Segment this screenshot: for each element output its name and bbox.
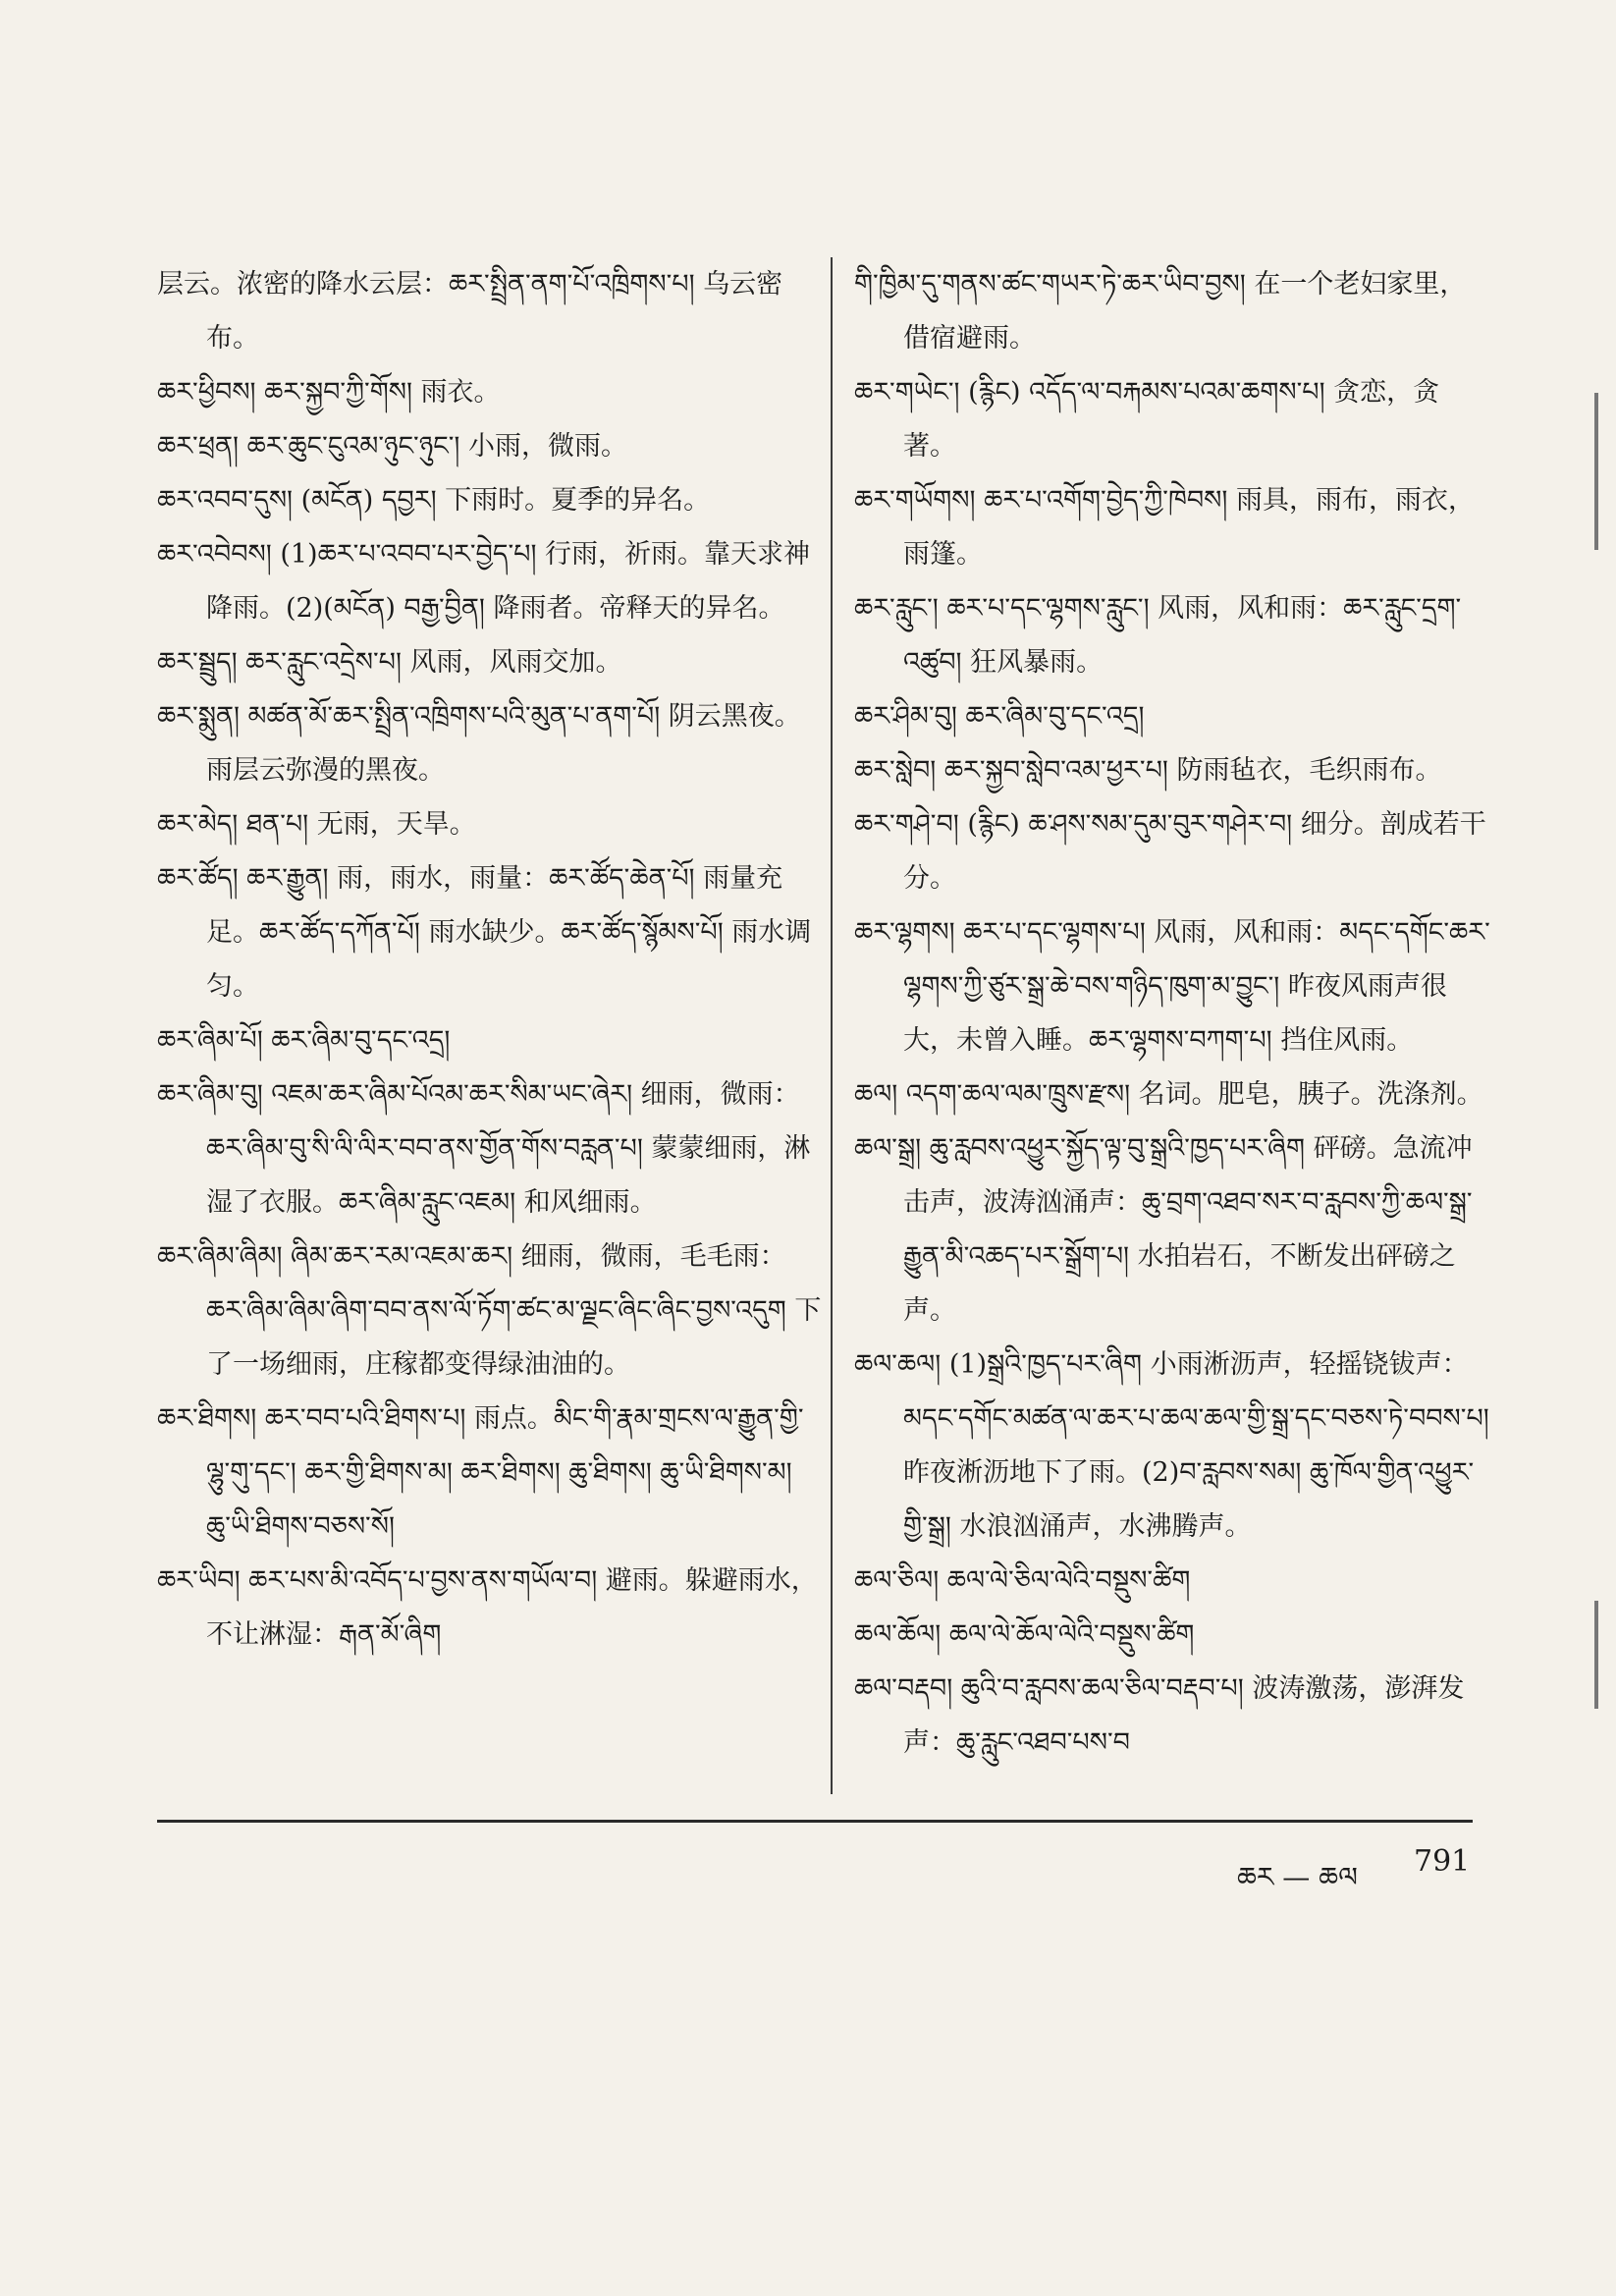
entry: ཆར་ཐིགས། ཆར་བབ་པའི་ཐིགས་པ། 雨点。མིང་གི་རྣམ་གྲངས་ལ་རྒྱུན་གྱི་ལྷུ་གུ་དང་། ཆར་གྱི་ཐིགས་མ། ཆར་ཐིགས། ཆུ་ཐིགས། ཆུ་ཡི་ཐིགས་མ། ཆུ་ཡི་ཐིགས་བཅས་སོ། <box>157 1403 804 1542</box>
entry: ཆར་ཞིམ་པོ། ཆར་ཞིམ་བུ་དང་འདྲ། <box>157 1025 451 1056</box>
scan-edge-mark <box>1594 1601 1598 1709</box>
entry: ཆར་གཡེང་། (རྙིང) འདོད་ལ་བརྐམས་པའམ་ཆགས་པ། 贪恋，贪著。 <box>854 377 1440 462</box>
entry: ཆར་ཕྲན། ཆར་ཆུང་ངུའམ་ཉུང་ཉུང་། 小雨，微雨。 <box>157 431 627 462</box>
entry: ཆར་ཕྱིབས། ཆར་སྐྱབ་ཀྱི་གོས། 雨衣。 <box>157 377 501 408</box>
entry: ཆར་འབབ་དུས། (མངོན) དབྱར། 下雨时。夏季的异名。 <box>157 485 711 516</box>
entry: ཆར་ལྷགས། ཆར་པ་དང་ལྷགས་པ། 风雨，风和雨：མདང་དགོང་ཆར་ལྷགས་ཀྱི་ཙུར་སྒྲ་ཆེ་བས་གཉིད་ཁུག་མ་བྱུང་། 昨夜风雨声很大，未曾入睡。ཆར་ལྷགས་བཀག་པ། 挡住风雨。 <box>854 917 1490 1056</box>
entry: 层云。浓密的降水云层：ཆར་སྤྲིན་ནག་པོ་འཁྲིགས་པ། 乌云密布。 <box>157 269 783 354</box>
column-divider <box>831 257 833 1794</box>
entry: ཆར་ཞིམ་བུ། འཇམ་ཆར་ཞིམ་པོའམ་ཆར་སིམ་ཡང་ཞེར། 细雨，微雨：ཆར་ཞིམ་བུ་སི་ལི་ལིར་བབ་ནས་གྱོན་གོས་བརླན་པ། 蒙蒙细雨，淋湿了衣服。ཆར་ཞིམ་རླུང་འཇམ། 和风细雨。 <box>157 1079 811 1218</box>
page-number: 791 <box>1414 1844 1471 1879</box>
entry: ཆར་མེད། ཐན་པ། 无雨，天旱。 <box>157 809 476 840</box>
entry: ཆར་ཤིམ་བུ། ཆར་ཞིམ་བུ་དང་འདྲ། <box>854 701 1145 732</box>
entry: ཆལ་སྒྲ། ཆུ་རླབས་འཕྱུར་སྐྱོད་ལྟ་བུ་སྒྲའི་ཁྱད་པར་ཞིག 砰磅。急流冲击声，波涛汹涌声：ཆུ་བྲག་འཐབ་སར་བ་རླབས་ཀྱི་ཆལ་སྒྲ་རྒྱུན་མི་འཆད་པར་སྒྲོག་པ། 水拍岩石，不断发出砰磅之声。 <box>854 1133 1473 1326</box>
entry: གི་ཁྱིམ་དུ་གནས་ཚང་གཡར་ཏེ་ཆར་ཡིབ་བྱས། 在一个老妇家里，借宿避雨。 <box>854 269 1467 354</box>
entry: ཆར་སྨུན། མཚན་མོ་ཆར་སྤྲིན་འཁྲིགས་པའི་མུན་པ་ནག་པོ། 阴云黑夜。雨层云弥漫的黑夜。 <box>157 701 801 786</box>
entry: ཆར་ཚོད། ཆར་རྒྱུན། 雨，雨水，雨量：ཆར་ཚོད་ཆེན་པོ། 雨量充足。ཆར་ཚོད་དཀོན་པོ། 雨水缺少。ཆར་ཚོད་སྙོམས་པོ། 雨水调匀。 <box>157 863 812 1002</box>
entry: ཆལ། འདག་ཆལ་ལམ་ཁྲུས་རྫས། 名词。肥皂，胰子。洗涤剂。 <box>854 1079 1483 1110</box>
entry: ཆར་འབེབས། (1)ཆར་པ་འབབ་པར་བྱེད་པ། 行雨，祈雨。靠天求神降雨。(2)(མངོན) བརྒྱ་བྱིན། 降雨者。帝释天的异名。 <box>157 539 811 624</box>
entry: ཆལ་བརྡབ། ཆུའི་བ་རླབས་ཆལ་ཅིལ་བརྡབ་པ། 波涛激荡，澎湃发声：ཆུ་རླུང་འཐབ་པས་བ <box>854 1673 1465 1758</box>
footer-rule <box>157 1820 1473 1823</box>
entry: ཆར་རླུང་། ཆར་པ་དང་ལྷགས་རླུང་། 风雨，风和雨：ཆར་རླུང་དྲག་འཚུབ། 狂风暴雨。 <box>854 593 1462 678</box>
entry: ཆར་གཡོགས། ཆར་པ་འགོག་བྱེད་ཀྱི་ཁེབས། 雨具，雨布，雨衣，雨篷。 <box>854 485 1475 570</box>
scan-edge-mark <box>1594 393 1598 550</box>
entry: ཆར་སྦྲུད། ཆར་རླུང་འདྲེས་པ། 风雨，风雨交加。 <box>157 647 622 678</box>
left-column <box>157 257 825 1662</box>
entry: ཆལ་ཅིལ། ཆལ་ལེ་ཅིལ་ལེའི་བསྡུས་ཚིག <box>854 1565 1191 1596</box>
entry: ཆར་ཡིབ། ཆར་པས་མི་འབོད་པ་བྱས་ནས་གཡོལ་བ། 避雨。躲避雨水，不让淋湿：རྒན་མོ་ཞིག <box>157 1565 818 1650</box>
entry: ཆར་སླེབ། ཆར་སྐྱབ་སླེབ་འམ་ཕྱར་པ། 防雨毡衣，毛织雨布。 <box>854 755 1442 786</box>
entry: ཆལ་ཆལ། (1)སྒྲའི་ཁྱད་པར་ཞིག 小雨淅沥声，轻摇铙钹声：མདང་དགོང་མཚན་ལ་ཆར་པ་ཆལ་ཆལ་གྱི་སྒྲ་དང་བཅས་ཏེ་བབས་པ། 昨夜淅沥地下了雨。(2)བ་རླབས་སམ། ཆུ་ཁོལ་གྱིན་འཕྱུར་གྱི་སྒྲ། 水浪汹涌声，水沸腾声。 <box>854 1349 1489 1542</box>
entry: ཆལ་ཆོལ། ཆལ་ལེ་ཆོལ་ལེའི་བསྡུས་ཚིག <box>854 1619 1195 1650</box>
right-column <box>854 257 1492 1770</box>
entry: ཆར་གཤེ་བ། (རྙིང) ཆ་ཤས་སམ་དུམ་བུར་གཤེར་བ། 细分。剖成若干分。 <box>854 809 1486 894</box>
running-head-range: ཆར — ཆལ <box>1237 1861 1358 1893</box>
entry: ཆར་ཞིམ་ཞིམ། ཞིམ་ཆར་རམ་འཇམ་ཆར། 细雨，微雨，毛毛雨：ཆར་ཞིམ་ཞིམ་ཞིག་བབ་ནས་ལོ་ཏོག་ཚང་མ་ལྗང་ཞིང་ཞིང་བྱས་འདུག 下了一场细雨，庄稼都变得绿油油的。 <box>157 1241 822 1380</box>
